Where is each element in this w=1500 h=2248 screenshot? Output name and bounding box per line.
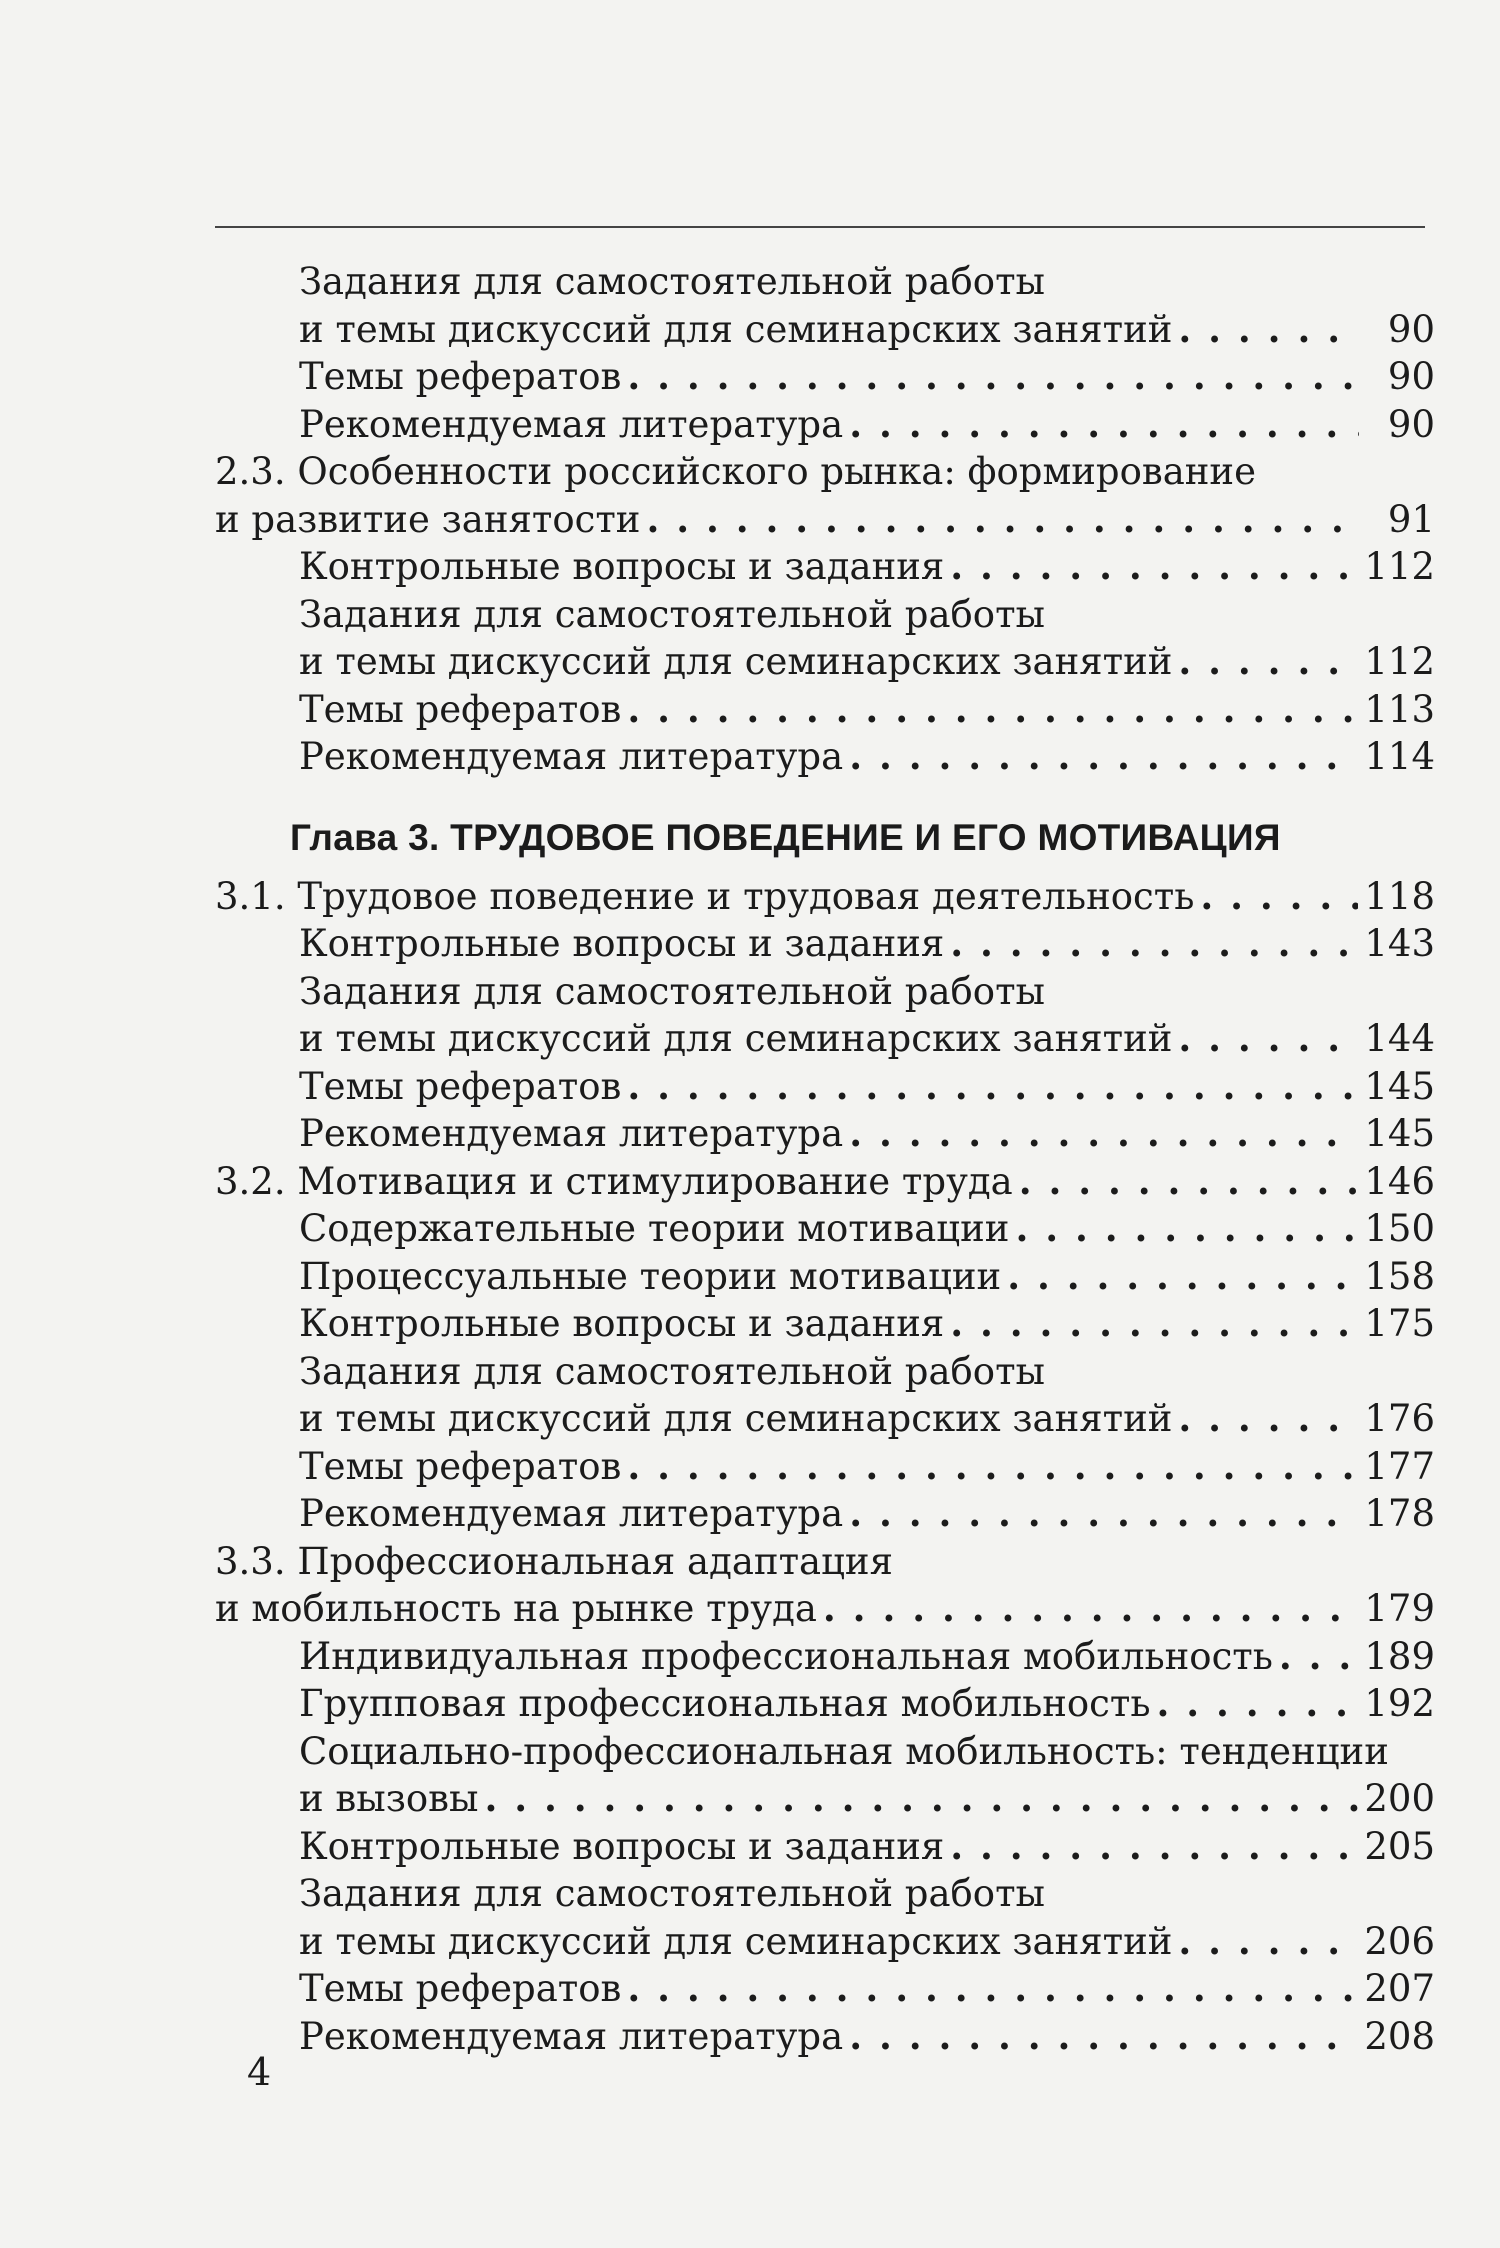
toc-entry-page: 177 [1364,1444,1435,1488]
dot-leader [950,1823,1358,1871]
toc-entry [215,1775,1435,1823]
toc-entry-page: 112 [1364,640,1435,683]
toc-entry-title: 3.3. Профессиональная адаптация [215,1539,893,1583]
chapter-heading [215,807,1435,869]
toc-entry-title: Групповая профессиональная мобильность [299,1682,1151,1725]
chapter-title: Глава 3. ТРУДОВОЕ ПОВЕДЕНИЕ И ЕГО МОТИВАЦИЯ [290,816,1281,858]
toc-entry [215,448,1435,496]
toc-entry-title: и темы дискуссий для семинарских занятий [299,1919,1173,1963]
toc-entry-title: Задания для самостоятельной работы [299,969,1045,1013]
toc-entry-title: Контрольные вопросы и задания [299,922,945,965]
toc-entry-page: 207 [1364,1967,1435,2010]
toc-entry-title: Рекомендуемая литература [299,735,844,778]
toc-entry-title: Задания для самостоятельной работы [299,260,1045,303]
dot-leader [627,1443,1358,1491]
toc-entry-page: 192 [1364,1682,1435,1725]
toc-entry [215,1348,1435,1396]
dot-leader [950,1300,1358,1348]
dot-leader [627,686,1358,734]
dot-leader [646,496,1359,544]
toc-entry-title: 3.1. Трудовое поведение и трудовая деятельность [215,874,1195,918]
toc-entry-title: Контрольные вопросы и задания [299,1824,945,1868]
toc-entry-title: Задания для самостоятельной работы [299,592,1045,636]
toc-entry-title: Рекомендуемая литература [299,402,844,446]
dot-leader [950,543,1358,591]
toc-entry [215,1585,1435,1633]
toc-entry [215,1395,1435,1443]
toc-entry [215,306,1435,354]
toc-entry-page: 189 [1364,1634,1435,1678]
toc-entry [215,1918,1435,1966]
toc-entry [215,1443,1435,1491]
dot-leader [1157,1680,1359,1728]
toc-entry-page: 176 [1364,1397,1435,1440]
toc-entry-page: 206 [1364,1919,1435,1963]
toc-entry [215,496,1435,544]
dot-leader [627,1063,1358,1111]
toc-entry [215,1870,1435,1918]
dot-leader [1007,1253,1358,1301]
toc-entry-page: 90 [1387,307,1435,351]
toc-entry [215,686,1435,734]
dot-leader [849,1490,1358,1538]
toc-entry-page: 208 [1364,2014,1435,2058]
table-of-contents [215,258,1435,2060]
toc-entry [215,1538,1435,1586]
dot-leader [1178,1395,1358,1443]
toc-entry [215,258,1435,306]
dot-leader [849,733,1358,781]
dot-leader [1178,306,1359,354]
toc-entry-title: 3.2. Мотивация и стимулирование труда [215,1159,1013,1203]
toc-entry-page: 144 [1364,1017,1435,1060]
toc-entry-page: 150 [1364,1207,1435,1250]
toc-entry-page: 91 [1387,497,1435,541]
toc-entry-title: Процессуальные теории мотивации [299,1254,1002,1298]
header-rule [215,226,1425,228]
toc-entry [215,1063,1435,1111]
toc-entry [215,1680,1435,1728]
toc-entry-title: Задания для самостоятельной работы [299,1872,1045,1915]
toc-entry [215,2013,1435,2061]
page-number: 4 [247,2050,272,2094]
toc-entry-page: 112 [1364,545,1435,588]
toc-entry [215,1728,1435,1776]
toc-entry [215,401,1435,449]
toc-entry-page: 200 [1364,1777,1435,1820]
toc-entry-title: Контрольные вопросы и задания [299,1302,945,1345]
toc-entry [215,1015,1435,1063]
toc-entry [215,1633,1435,1681]
toc-entry-title: Темы рефератов [299,1967,622,2010]
toc-entry-title: Содержательные теории мотивации [299,1207,1010,1250]
dot-leader [1200,873,1358,921]
toc-entry [215,1490,1435,1538]
toc-entry-page: 118 [1364,874,1435,918]
toc-entry [215,1158,1435,1206]
toc-entry-title: и темы дискуссий для семинарских занятий [299,640,1173,683]
dot-leader [1178,1015,1358,1063]
toc-entry-title: Рекомендуемая литература [299,1112,844,1155]
toc-entry-page: 145 [1364,1112,1435,1155]
toc-entry-title: Темы рефератов [299,687,622,731]
toc-entry-title: Рекомендуемая литература [299,1492,844,1535]
dot-leader [1015,1205,1358,1253]
toc-entry-title: и вызовы [299,1777,479,1820]
dot-leader [484,1775,1358,1823]
toc-entry [215,733,1435,781]
toc-entry [215,1205,1435,1253]
toc-entry-page: 175 [1364,1302,1435,1345]
toc-entry-title: и развитие занятости [215,497,641,541]
dot-leader [627,1965,1358,2013]
toc-entry-title: Индивидуальная профессиональная мобильность [299,1634,1273,1678]
dot-leader [627,353,1359,401]
toc-entry-page: 146 [1364,1159,1435,1203]
dot-leader [823,1585,1358,1633]
toc-entry-title: и темы дискуссий для семинарских занятий [299,1017,1173,1060]
dot-leader [849,1110,1358,1158]
toc-entry-page: 145 [1364,1064,1435,1108]
dot-leader [849,2013,1358,2061]
dot-leader [1178,1918,1358,1966]
toc-entry [215,873,1435,921]
dot-leader [1019,1158,1359,1206]
dot-leader [1279,1633,1358,1681]
toc-entry-title: 2.3. Особенности российского рынка: формирование [215,450,1256,493]
toc-entry-page: 205 [1364,1824,1435,1868]
toc-entry-title: Темы рефератов [299,355,622,398]
toc-entry [215,920,1435,968]
toc-entry [215,638,1435,686]
toc-entry [215,1110,1435,1158]
toc-entry-page: 143 [1364,922,1435,965]
toc-entry-title: Контрольные вопросы и задания [299,545,945,588]
dot-leader [950,920,1358,968]
toc-entry [215,1823,1435,1871]
toc-entry-page: 114 [1364,735,1435,778]
toc-entry [215,591,1435,639]
dot-leader [1178,638,1358,686]
toc-entry-title: Задания для самостоятельной работы [299,1349,1045,1393]
toc-entry [215,1965,1435,2013]
toc-entry-title: и темы дискуссий для семинарских занятий [299,307,1173,351]
toc-entry-page: 90 [1387,402,1435,446]
toc-entry [215,1300,1435,1348]
toc-entry-page: 158 [1364,1254,1435,1298]
toc-entry-title: и мобильность на рынке труда [215,1587,817,1630]
toc-entry [215,1253,1435,1301]
toc-entry-title: Социально-профессиональная мобильность: тенденции [299,1729,1389,1773]
toc-entry-page: 90 [1387,355,1435,398]
toc-entry-page: 113 [1364,687,1435,731]
toc-entry [215,543,1435,591]
toc-entry [215,968,1435,1016]
toc-entry [215,353,1435,401]
toc-entry-page: 179 [1364,1587,1435,1630]
toc-entry-title: и темы дискуссий для семинарских занятий [299,1397,1173,1440]
dot-leader [849,401,1359,449]
toc-entry-title: Рекомендуемая литература [299,2014,844,2058]
toc-entry-title: Темы рефератов [299,1444,622,1488]
toc-entry-title: Темы рефератов [299,1064,622,1108]
toc-entry-page: 178 [1364,1492,1435,1535]
